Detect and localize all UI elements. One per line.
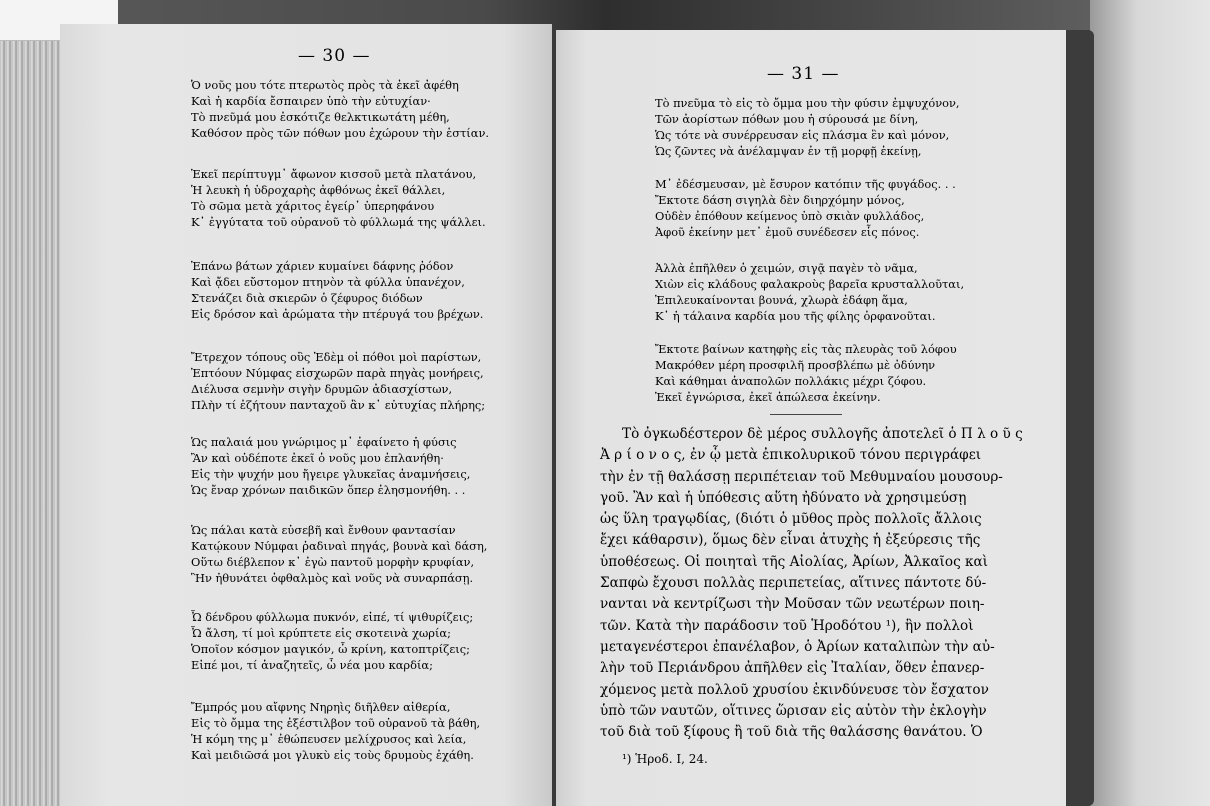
verse-line: Ὦ δένδρου φύλλωμα πυκνόν, εἰπέ, τί ψιθυρίζεις; [191, 610, 474, 624]
prose-line: τοῦ διὰ τοῦ ξίφους ἢ τοῦ διὰ τῆς θαλάσσης θανάτου. Ὁ [600, 724, 983, 741]
verse-line: Τὸ σῶμα μετὰ χάριτος ἐγείρ᾽ ὑπερηφάνου [191, 198, 435, 213]
prose-line: ὑποθέσεως. Οἱ ποιηταὶ τῆς Αἰολίας, Ἀρίων, Ἀλκαῖος καὶ [600, 553, 989, 570]
verse-line: Χιὼν εἰς κλάδους φαλακροὺς βαρεῖα κρυσταλλοῦται, [655, 276, 965, 291]
verse-line: Ὁ νοῦς μου τότε πτερωτὸς πρὸς τὰ ἐκεῖ ἀφέθη [191, 78, 459, 92]
prose-line: γοῦ. Ἂν καὶ ἡ ὑπόθεσις αὕτη ἠδύνατο νὰ χρησιμεύσῃ [600, 489, 967, 506]
right-stanza [655, 261, 964, 325]
verse-line: Ἣν ἠθυνάτει ὀφθαλμὸς καὶ νοῦς νὰ συναρπάσῃ. [191, 570, 474, 585]
verse-line: Εἰπέ μοι, τί ἀναζητεῖς, ὦ νέα μου καρδία; [191, 657, 433, 672]
verse-line: Μ᾽ ἐδέσμευσαν, μὲ ἔσυρον κατόπιν τῆς φυγάδος. . . [655, 177, 956, 191]
prose-line: Σαπφὼ ἔχουσι πολλὰς περιπετείας, αἵτινες πάντοτε δύ- [600, 575, 987, 592]
verse-line: Καὶ κάθημαι ἀναπολῶν πολλάκις μέχρι ζόφου. [655, 373, 927, 388]
verse-line: Ἔμπρός μου αἴφνης Νηρηὶς διῆλθεν αἰθερία, [191, 700, 451, 714]
book-cover-edge [1066, 30, 1094, 806]
left-page-number: — 30 — [298, 46, 371, 66]
verse-line: Τὸ πνεῦμά μου ἐσκότιζε θελκτικωτάτη μέθη, [191, 109, 450, 124]
verse-line: Ὡς πάλαι κατὰ εὐσεβῆ καὶ ἔνθουν φαντασίαν [191, 523, 456, 537]
verse-line: Κ᾽ ἐγγύτατα τοῦ οὐρανοῦ τὸ φύλλωμά της ψάλλει. [191, 214, 486, 229]
left-stanza [191, 259, 483, 323]
verse-line: Ἂν καὶ οὐδέποτε ἐκεῖ ὁ νοῦς μου ἐπλανήθη· [191, 450, 444, 465]
prose-paragraph [600, 424, 1023, 743]
verse-line: Καθόσον πρὸς τῶν πόθων μου ἐχώρουν τὴν ἑστίαν. [191, 125, 490, 140]
prose-line: ὑπὸ τῶν ναυτῶν, οἵτινες ὥρισαν εἰς αὐτὸν τὴν ἐκλογὴν [600, 702, 987, 719]
section-divider [770, 414, 842, 415]
verse-line: Κ᾽ ἡ τάλαινα καρδία μου τῆς φίλης ὀρφανοῦται. [655, 308, 936, 323]
verse-line: Εἰς τὴν ψυχήν μου ἤγειρε γλυκεῖας ἀναμνήσεις, [191, 466, 471, 481]
verse-line: Οὕτω διέβλεπον κ᾽ ἐγὼ παντοῦ μορφὴν κρυφίαν, [191, 554, 475, 569]
verse-line: Στενάζει διὰ σκιερῶν ὁ ζέφυρος διόδων [191, 290, 423, 305]
paper-stack [0, 40, 60, 806]
verse-line: Ὁποῖον κόσμον μαγικόν, ὦ κρίνη, κατοπτρίζεις; [191, 641, 470, 656]
left-stanza [191, 435, 470, 499]
prose-line: ὡς ὕλη τραγῳδίας, (διότι ὁ μῦθος πρὸς πολλοῖς ἄλλοις [600, 511, 982, 528]
verse-line: Ἡ λευκὴ ἡ ὑδροχαρὴς ἀφθόνως ἐκεῖ θάλλει, [191, 182, 446, 197]
right-page-number: — 31 — [767, 64, 840, 84]
verse-line: Κατῴκουν Νύμφαι ῥαδιναὶ πηγάς, βουνὰ καὶ δάση, [191, 538, 488, 553]
verse-line: Ἐκεῖ ἐγνώρισα, ἐκεῖ ἀπώλεσα ἐκείνην. [655, 389, 881, 404]
verse-line: Ἐπτόουν Νύμφας εἰσχωρῶν παρὰ πηγὰς μονήρεις, [191, 365, 484, 380]
right-stanza [655, 177, 956, 241]
prose-line: χόμενος μετὰ πολλοῦ χρυσίου ἐκινδύνευσε τὸν ἔσχατον [600, 681, 989, 698]
verse-line: Ἀλλὰ ἐπῆλθεν ὁ χειμών, σιγᾷ παγὲν τὸ νᾶμα, [655, 261, 918, 275]
table-surface [1090, 0, 1210, 806]
verse-line: Ὡς παλαιά μου γνώριμος μ᾽ ἐφαίνετο ἡ φύσις [191, 435, 457, 449]
verse-line: Εἰς τὸ ὄμμα της ἐξέστιλβον τοῦ οὐρανοῦ τὰ βάθη, [191, 715, 481, 730]
verse-line: Ἡ κόμη της μ᾽ ἐθώπευσεν μελίχρυσος καὶ λεία, [191, 731, 467, 746]
verse-line: Ὡς τότε νὰ συνέρρευσαν εἰς πλάσμα ἓν καὶ μόνον, [655, 127, 950, 142]
verse-line: Τὸ πνεῦμα τὸ εἰς τὸ ὄμμα μου τὴν φύσιν ἐμψυχόνον, [655, 96, 960, 110]
verse-line: Τῶν ἀορίστων πόθων μου ἡ σύρουσά με δίνη, [655, 111, 919, 126]
verse-line: Ἐκεῖ περίπτυγμ᾽ ἄφωνον κισσοῦ μετὰ πλατάνου, [191, 167, 477, 181]
prose-line: λὴν τοῦ Περιάνδρου ἀπῆλθεν εἰς Ἰταλίαν, ὅθεν ἐπανερ- [600, 660, 985, 677]
prose-line: Τὸ ὀγκωδέστερον δὲ μέρος συλλογῆς ἀποτελεῖ ὁ Π λ ο ῦ ς [622, 426, 1023, 442]
verse-line: Οὐδὲν ἐπόθουν κείμενος ὑπὸ σκιὰν φυλλάδος, [655, 208, 925, 223]
verse-line: Ἔτρεχον τόπους οὓς Ἐδὲμ οἱ πόθοι μοὶ παρίστων, [191, 350, 482, 364]
verse-line: Ἐπάνω βάτων χάριεν κυμαίνει δάφνης ῥόδον [191, 259, 454, 273]
prose-line: Ἀ ρ ί ο ν ο ς, ἐν ᾧ μετὰ ἐπικολυρικοῦ τόνου περιγράφει [600, 447, 982, 464]
left-stanza [191, 78, 489, 142]
verse-line: Ὦ ἄλση, τί μοὶ κρύπτετε εἰς σκοτεινὰ χωρία; [191, 625, 451, 640]
prose-line: μεταγενέστεροι ἐπανέλαβον, ὁ Ἀρίων καταλιπὼν τὴν αὐ- [600, 638, 995, 655]
prose-line: τῶν. Κατὰ τὴν παράδοσιν τοῦ Ἡροδότου ¹), ἣν πολλοὶ [600, 617, 974, 634]
verse-line: Πλὴν τί ἐζήτουν πανταχοῦ ἂν κ᾽ εὐτυχίας πλήρης; [191, 397, 486, 412]
verse-line: Καὶ ᾄδει εὔστομον πτηνὸν τὰ φύλλα ὑπανέχον, [191, 274, 465, 289]
verse-line: Ἔκτοτε δάση σιγηλὰ δὲν διηρχόμην μόνος, [655, 192, 905, 207]
verse-line: Καὶ ἡ καρδία ἔσπαιρεν ὑπὸ τὴν εὐτυχίαν· [191, 93, 431, 108]
verse-line: Ἔκτοτε βαίνων κατηφὴς εἰς τὰς πλευρὰς τοῦ λόφου [655, 342, 957, 356]
verse-line: Καὶ μειδιῶσά μοι γλυκὺ εἰς τοὺς δρυμοὺς ἐχάθη. [191, 747, 474, 762]
left-stanza [191, 167, 486, 231]
left-stanza [191, 350, 485, 414]
left-stanza [191, 523, 487, 587]
footnote: ¹) Ἡροδ. I, 24. [622, 752, 708, 766]
prose-line: νανται νὰ κεντρίζωσι τὴν Μοῦσαν τῶν νεωτέρων ποιη- [600, 596, 985, 613]
verse-line: Διέλυσα σεμνὴν σιγὴν δρυμῶν ἀδιασχίστων, [191, 381, 453, 396]
left-stanza [191, 700, 480, 764]
verse-line: Ὡς ἔναρ χρόνων παιδικῶν ὅπερ ἐλησμονήθη. . . [191, 482, 466, 497]
verse-line: Ὡς ζῶντες νὰ ἀνέλαμψαν ἐν τῇ μορφῇ ἐκείνῃ, [655, 143, 922, 158]
prose-line: ἔχει κάθαρσιν), ὅμως δὲν εἶναι ἀτυχὴς ἡ ἐξεύρεσις τῆς [600, 532, 981, 549]
verse-line: Εἰς δρόσον καὶ ἀρώματα τὴν πτέρυγά του βρέχων. [191, 306, 484, 321]
verse-line: Μακρόθεν μέρη προσφιλῆ προσβλέπω μὲ ὀδύνην [655, 357, 936, 372]
prose-line: τὴν ἐν τῇ θαλάσσῃ περιπέτειαν τοῦ Μεθυμναίου μουσουρ- [600, 468, 1003, 485]
verse-line: Ἀφοῦ ἐκείνην μετ᾽ ἐμοῦ συνέδεσεν εἷς πόνος. [655, 224, 920, 239]
right-stanza [655, 342, 957, 406]
left-stanza [191, 610, 473, 674]
right-stanza [655, 96, 960, 160]
verse-line: Ἐπιλευκαίνονται βουνά, χλωρὰ ἐδάφη ἅμα, [655, 292, 908, 307]
